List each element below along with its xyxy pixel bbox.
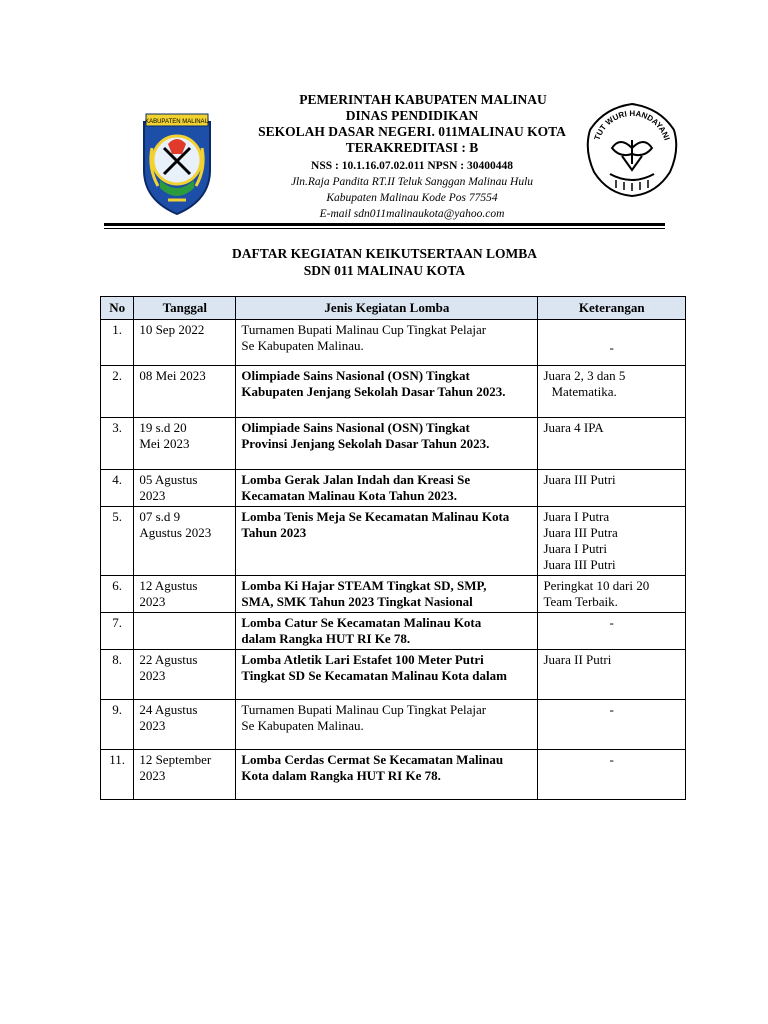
cell-line: Agustus 2023	[139, 525, 212, 540]
cell-keterangan	[538, 507, 686, 576]
cell-line: Team Terbaik.	[543, 594, 618, 609]
table-header-row	[101, 297, 686, 320]
table-row	[101, 750, 686, 800]
cell-line: 2023	[139, 488, 166, 503]
cell-line: Turnamen Bupati Malinau Cup Tingkat Pelajar	[241, 322, 487, 337]
cell-jenis	[236, 613, 538, 650]
cell-line: Juara III Putri	[543, 557, 616, 572]
header-tanggal: Tanggal	[134, 297, 236, 320]
table-row	[101, 507, 686, 576]
header-jenis: Jenis Kegiatan Lomba	[236, 297, 538, 320]
table-row	[101, 470, 686, 507]
cell-keterangan	[538, 650, 686, 700]
cell-line: Tahun 2023	[241, 525, 307, 540]
cell-line: Se Kabupaten Malinau.	[241, 718, 364, 733]
cell-line: Matematika.	[551, 384, 617, 399]
cell-tanggal	[134, 418, 236, 470]
header-keterangan: Keterangan	[538, 297, 686, 320]
table-row	[101, 418, 686, 470]
cell-tanggal	[134, 700, 236, 750]
table-row	[101, 320, 686, 366]
cell-jenis	[236, 470, 538, 507]
letterhead-rule-thick	[104, 223, 665, 226]
cell-line: Juara III Putri	[543, 472, 616, 487]
cell-line: Se Kabupaten Malinau.	[241, 338, 364, 353]
cell-no: 9.	[101, 700, 134, 750]
cell-keterangan	[538, 418, 686, 470]
table-body	[101, 320, 686, 800]
cell-tanggal	[134, 613, 236, 650]
cell-jenis	[236, 700, 538, 750]
cell-line: 05 Agustus	[139, 472, 198, 487]
cell-line: -	[609, 340, 614, 355]
cell-line: dalam Rangka HUT RI Ke 78.	[241, 631, 411, 646]
cell-line: 19 s.d 20	[139, 420, 187, 435]
header-address-1: Jln.Raja Pandita RT.II Teluk Sanggan Malinau Hulu	[290, 176, 534, 188]
header-no: No	[101, 297, 134, 320]
cell-line: Tingkat SD Se Kecamatan Malinau Kota dalam	[241, 668, 507, 683]
cell-line: Lomba Catur Se Kecamatan Malinau Kota	[241, 615, 482, 630]
cell-line: Juara I Putri	[543, 541, 607, 556]
cell-line: 2023	[139, 594, 166, 609]
cell-jenis	[236, 650, 538, 700]
cell-line: -	[609, 615, 614, 630]
cell-tanggal	[134, 750, 236, 800]
cell-line: -	[609, 752, 614, 767]
cell-keterangan	[538, 470, 686, 507]
cell-line: Turnamen Bupati Malinau Cup Tingkat Pelajar	[241, 702, 487, 717]
cell-line: Lomba Atletik Lari Estafet 100 Meter Putri	[241, 652, 484, 667]
cell-keterangan	[538, 613, 686, 650]
cell-line: Juara I Putra	[543, 509, 610, 524]
cell-jenis	[236, 418, 538, 470]
cell-jenis	[236, 320, 538, 366]
cell-no: 7.	[101, 613, 134, 650]
cell-keterangan	[538, 366, 686, 418]
header-line-4: TERAKREDITASI : B	[345, 140, 479, 155]
cell-no: 1.	[101, 320, 134, 366]
cell-no: 4.	[101, 470, 134, 507]
cell-jenis	[236, 366, 538, 418]
competition-table	[100, 296, 686, 800]
table-row	[101, 650, 686, 700]
header-line-3: SEKOLAH DASAR NEGERI. 011MALINAU KOTA	[258, 124, 566, 139]
cell-line: 12 Agustus	[139, 578, 198, 593]
cell-line: Lomba Tenis Meja Se Kecamatan Malinau Kota	[241, 509, 510, 524]
header-line-1: PEMERINTAH KABUPATEN MALINAU	[299, 92, 547, 107]
document-title-line-2: SDN 011 MALINAU KOTA	[303, 263, 466, 278]
cell-line: Provinsi Jenjang Sekolah Dasar Tahun 2023.	[241, 436, 490, 451]
cell-line: 22 Agustus	[139, 652, 198, 667]
cell-line: Kota dalam Rangka HUT RI Ke 78.	[241, 768, 441, 783]
cell-line: 10 Sep 2022	[139, 322, 205, 337]
table-row	[101, 366, 686, 418]
cell-line: Olimpiade Sains Nasional (OSN) Tingkat	[241, 420, 470, 435]
table-row	[101, 613, 686, 650]
document-title-line-1: DAFTAR KEGIATAN KEIKUTSERTAAN LOMBA	[232, 246, 537, 261]
cell-keterangan	[538, 320, 686, 366]
svg-text:TUT WURI HANDAYANI: TUT WURI HANDAYANI	[592, 108, 672, 142]
cell-line: Lomba Ki Hajar STEAM Tingkat SD, SMP,	[241, 578, 487, 593]
header-email: E-mail sdn011malinaukota@yahoo.com	[319, 208, 505, 220]
cell-line: Kabupaten Jenjang Sekolah Dasar Tahun 2023.	[241, 384, 506, 399]
header-line-2: DINAS PENDIDIKAN	[345, 108, 479, 123]
cell-line: Kecamatan Malinau Kota Tahun 2023.	[241, 488, 457, 503]
cell-line: 24 Agustus	[139, 702, 198, 717]
cell-line: Juara III Putra	[543, 525, 618, 540]
cell-keterangan	[538, 700, 686, 750]
cell-no: 8.	[101, 650, 134, 700]
cell-line: 07 s.d 9	[139, 509, 181, 524]
table-row	[101, 700, 686, 750]
cell-line: Olimpiade Sains Nasional (OSN) Tingkat	[241, 368, 470, 383]
cell-tanggal	[134, 650, 236, 700]
cell-tanggal	[134, 576, 236, 613]
cell-line: 2023	[139, 718, 166, 733]
document-title	[104, 245, 665, 279]
cell-tanggal	[134, 366, 236, 418]
cell-line: 2023	[139, 768, 166, 783]
cell-keterangan	[538, 576, 686, 613]
cell-line: 12 September	[139, 752, 212, 767]
cell-line: Lomba Gerak Jalan Indah dan Kreasi Se	[241, 472, 471, 487]
table-row	[101, 576, 686, 613]
cell-jenis	[236, 750, 538, 800]
header-address-2: Kabupaten Malinau Kode Pos 77554	[326, 192, 498, 204]
svg-text:KABUPATEN MALINAU: KABUPATEN MALINAU	[145, 119, 209, 125]
cell-line: Peringkat 10 dari 20	[543, 578, 650, 593]
cell-tanggal	[134, 320, 236, 366]
cell-no: 11.	[101, 750, 134, 800]
cell-no: 5.	[101, 507, 134, 576]
cell-no: 3.	[101, 418, 134, 470]
cell-no: 6.	[101, 576, 134, 613]
letterhead	[212, 92, 612, 222]
cell-line: Mei 2023	[139, 436, 190, 451]
cell-line: Juara 4 IPA	[543, 420, 604, 435]
cell-tanggal	[134, 470, 236, 507]
cell-no: 2.	[101, 366, 134, 418]
cell-keterangan	[538, 750, 686, 800]
header-nss: NSS : 10.1.16.07.02.011 NPSN : 30400448	[311, 160, 513, 172]
cell-line: SMA, SMK Tahun 2023 Tingkat Nasional	[241, 594, 473, 609]
cell-jenis	[236, 507, 538, 576]
cell-line: Juara 2, 3 dan 5	[543, 368, 626, 383]
letterhead-rule-thin	[104, 228, 665, 229]
cell-line: -	[609, 702, 614, 717]
kabupaten-malinau-logo	[138, 108, 216, 216]
cell-line: Lomba Cerdas Cermat Se Kecamatan Malinau	[241, 752, 504, 767]
cell-tanggal	[134, 507, 236, 576]
cell-line: 08 Mei 2023	[139, 368, 206, 383]
cell-line: 2023	[139, 668, 166, 683]
cell-jenis	[236, 576, 538, 613]
cell-line: Juara II Putri	[543, 652, 612, 667]
